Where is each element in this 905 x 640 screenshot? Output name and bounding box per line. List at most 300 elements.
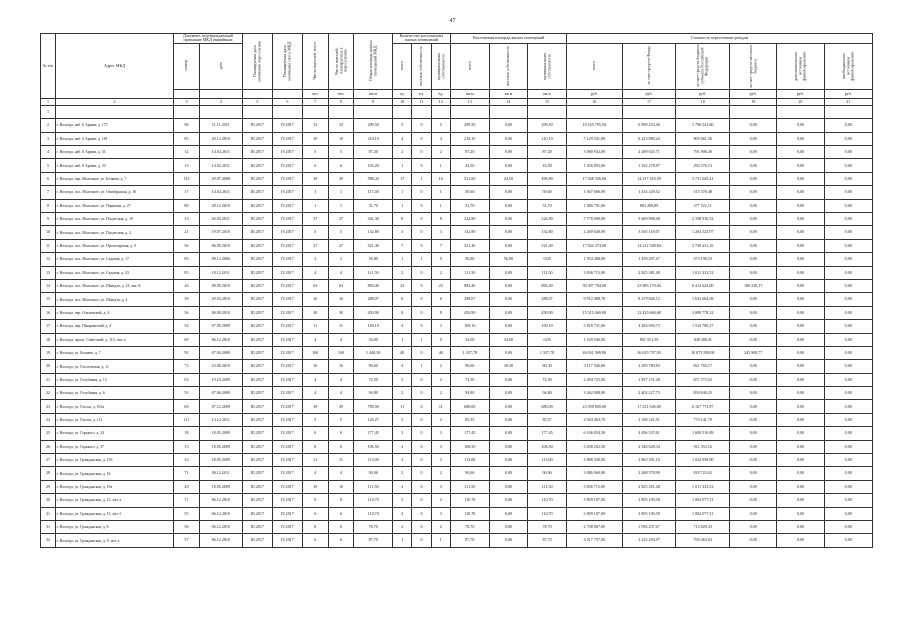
cell-d: 13.12.2011 xyxy=(199,413,242,426)
column-index-cell: 8 xyxy=(328,98,354,105)
cell-lc: 0,00 xyxy=(730,186,777,199)
cell-n: 19 xyxy=(41,346,56,359)
cell-s: IV.2017 xyxy=(272,360,302,373)
cell-no: 17 xyxy=(174,186,200,199)
cell-d xyxy=(199,105,242,118)
cell-ar: 34,00 xyxy=(354,333,393,346)
cell-s1: 1 337,78 xyxy=(450,346,489,359)
cell-s2: 0,00 xyxy=(489,186,528,199)
cell-c3: 2 xyxy=(431,373,450,386)
cell-lc: 0,00 xyxy=(730,320,777,333)
cell-f: 2 863 391,10 xyxy=(622,454,676,467)
cell-x2: 0,00 xyxy=(824,320,872,333)
cell-s3: 177,45 xyxy=(528,427,567,440)
cell-s3: 43,50 xyxy=(528,159,567,172)
cell-c3: 4 xyxy=(431,132,450,145)
cell-ar: 177,45 xyxy=(354,427,393,440)
cell-d: 07.06.2009 xyxy=(199,387,242,400)
cell-a: г. Вологда, ул. Горького, д. 37 xyxy=(56,440,174,453)
cell-x1: 0,00 xyxy=(777,186,824,199)
cell-t: 17 942 374,00 xyxy=(566,239,622,252)
cell-rg: 2 108 910,52 xyxy=(676,213,730,226)
cell-s2: 0,00 xyxy=(489,266,528,279)
cell-a: г. Вологда, наб. 6 Армии, д. 31 xyxy=(56,146,174,159)
cell-r2: 8 xyxy=(328,521,354,534)
cell-d: 07.12.2009 xyxy=(199,400,242,413)
cell-x2: 0,00 xyxy=(824,186,872,199)
cell-p: III.2017 xyxy=(242,159,272,172)
cell-s3: 224,90 xyxy=(528,213,567,226)
cell-d: 19.12.2011 xyxy=(199,266,242,279)
cell-p: III.2017 xyxy=(242,373,272,386)
cell-r2: 4 xyxy=(328,373,354,386)
table-row xyxy=(41,333,873,346)
cell-no: 56 xyxy=(174,239,200,252)
cell-a: г. Вологда, ул. Гражданская, д. 8 xyxy=(56,521,174,534)
cell-t: 3 809 187,00 xyxy=(566,507,622,520)
header-cost-fund: за счет средств Фонда xyxy=(622,43,676,89)
cell-c3: 11 xyxy=(431,400,450,413)
cell-s3: 883,40 xyxy=(528,279,567,292)
header-row-1 xyxy=(41,34,873,44)
cell-no: 83 xyxy=(174,253,200,266)
cell-no: 57 xyxy=(174,534,200,547)
cell-t: 2 494 725,00 xyxy=(566,373,622,386)
table-row xyxy=(41,480,873,493)
cell-s2: 0,00 xyxy=(489,387,528,400)
cell-c1: 3 xyxy=(393,320,412,333)
cell-c2: 0 xyxy=(412,306,431,319)
cell-r1: 5 xyxy=(302,226,328,239)
cell-t: 30 397 794,00 xyxy=(566,279,622,292)
cell-f: 2 805 109,58 xyxy=(622,494,676,507)
cell-p: III.2017 xyxy=(242,346,272,359)
header-area-private: частная собственность xyxy=(489,43,528,89)
cell-t: 3 836 715,00 xyxy=(566,480,622,493)
cell-a: г. Вологда, ул. Гражданская, д. 16 xyxy=(56,467,174,480)
cell-lc: 0,00 xyxy=(730,119,777,132)
cell-no: 85 xyxy=(174,132,200,145)
cell-c2: 0 xyxy=(412,373,431,386)
cell-s1: 177,45 xyxy=(450,427,489,440)
cell-r1: 1 xyxy=(302,186,328,199)
cell-no: 12 xyxy=(174,146,200,159)
cell-c1: 23 xyxy=(393,279,412,292)
cell-ar: 56,80 xyxy=(354,253,393,266)
column-index-cell: 17 xyxy=(622,98,676,105)
cell-s: IV.2017 xyxy=(272,226,302,239)
cell-no: 15 xyxy=(174,440,200,453)
cell-s2: 0,00 xyxy=(489,146,528,159)
cell-rg: 3 729 231,16 xyxy=(676,239,730,252)
cell-s: IV.2017 xyxy=(272,494,302,507)
cell-x1: 0,00 xyxy=(777,132,824,145)
cell-p: III.2017 xyxy=(242,172,272,185)
cell-lc: 0,00 xyxy=(730,226,777,239)
cell-a: г. Вологда, ул. Горького, д. 34 xyxy=(56,427,174,440)
cell-n: 21 xyxy=(41,373,56,386)
cell-s1: 224,90 xyxy=(450,213,489,226)
cell-c3: 3 xyxy=(431,320,450,333)
cell-s2: 0,00 xyxy=(489,373,528,386)
cell-c1: 2 xyxy=(393,467,412,480)
cell-s3 xyxy=(528,105,567,118)
cell-r2: 6 xyxy=(328,534,354,547)
cell-s1: 450,90 xyxy=(450,306,489,319)
unit-cell: чел. xyxy=(302,89,328,98)
cell-r2: 5 xyxy=(328,146,354,159)
cell-no: 89 xyxy=(174,199,200,212)
cell-r2: 16 xyxy=(328,293,354,306)
header-cost-total: всего xyxy=(566,43,622,89)
cell-c1: 5 xyxy=(393,119,412,132)
cell-r1: 160 xyxy=(302,346,328,359)
cell-s: IV.2017 xyxy=(272,119,302,132)
header-num: № п/п xyxy=(41,34,56,99)
cell-ar: 90,06 xyxy=(354,467,393,480)
cell-a: г. Вологда, наб. 6 Армии, д. 173 xyxy=(56,119,174,132)
header-rooms-total: всего xyxy=(393,43,412,89)
cell-c1: 2 xyxy=(393,521,412,534)
cell-n: 13 xyxy=(41,266,56,279)
cell-f: 14 212 548,84 xyxy=(622,239,676,252)
cell-a: г. Вологда, ул. Гражданская, д. 15, лит. а xyxy=(56,494,174,507)
cell-c1: 17 xyxy=(393,172,412,185)
cell-x2: 0,00 xyxy=(824,494,872,507)
cell-x1: 0,00 xyxy=(777,454,824,467)
cell-d: 06.12.2010 xyxy=(199,521,242,534)
cell-x2: 0,00 xyxy=(824,333,872,346)
cell-ar: 288,07 xyxy=(354,293,393,306)
cell-s2: 24,50 xyxy=(489,172,528,185)
cell-c3: 8 xyxy=(431,213,450,226)
cell-lc: 0,00 xyxy=(730,507,777,520)
cell-lc: 0,00 xyxy=(730,521,777,534)
cell-s: IV.2017 xyxy=(272,346,302,359)
cell-p: III.2017 xyxy=(242,387,272,400)
cell-a: г. Вологда, ул. Голубиная, д. 15 xyxy=(56,373,174,386)
cell-x2: 0,00 xyxy=(824,387,872,400)
cell-x2: 0,00 xyxy=(824,293,872,306)
cell-r2: 5 xyxy=(328,413,354,426)
cell-x2: 0,00 xyxy=(824,279,872,292)
cell-s1: 210,10 xyxy=(450,132,489,145)
cell-s2: 34,00 xyxy=(489,333,528,346)
cell-s2: 0,00 xyxy=(489,119,528,132)
cell-s2: 0,00 xyxy=(489,427,528,440)
cell-n: 25 xyxy=(41,427,56,440)
cell-t: 23 398 800,00 xyxy=(566,400,622,413)
unit-cell: руб. xyxy=(824,89,872,98)
cell-x1: 0,00 xyxy=(777,427,824,440)
cell-f: 2 825 381,48 xyxy=(622,266,676,279)
cell-c3: 40 xyxy=(431,346,450,359)
cell-c2: 0 xyxy=(412,387,431,400)
cell-s2: 0,00 xyxy=(489,494,528,507)
cell-c3: 1 xyxy=(431,534,450,547)
cell-r1: 11 xyxy=(302,320,328,333)
column-index-cell: 2 xyxy=(56,98,174,105)
cell-r2: 2 xyxy=(328,253,354,266)
cell-x2: 0,00 xyxy=(824,400,872,413)
cell-n: 23 xyxy=(41,400,56,413)
cell-s1: 34,00 xyxy=(450,333,489,346)
header-doc: Документ, подтверждающий признание МКД аварийным xyxy=(174,34,243,44)
cell-f: 2 295 780,83 xyxy=(622,360,676,373)
table-row xyxy=(41,279,873,292)
cell-f: 2 805 109,58 xyxy=(622,507,676,520)
cell-s3: 90,06 xyxy=(528,467,567,480)
cell-x2: 0,00 xyxy=(824,132,872,145)
cell-s: IV.2017 xyxy=(272,467,302,480)
cell-ar: 103,20 xyxy=(354,159,393,172)
cell-s1: 111,50 xyxy=(450,480,489,493)
table-row xyxy=(41,440,873,453)
cell-d: 09.09.2010 xyxy=(199,279,242,292)
cell-ar: 113,00 xyxy=(354,454,393,467)
cell-x1: 0,00 xyxy=(777,306,824,319)
cell-ar: 90,60 xyxy=(354,360,393,373)
column-index-cell: 21 xyxy=(824,98,872,105)
table-row xyxy=(41,159,873,172)
cell-r1 xyxy=(302,105,328,118)
cell-c3: 2 xyxy=(431,146,450,159)
unit-cell xyxy=(272,89,302,98)
cell-r1: 6 xyxy=(302,427,328,440)
cell-r1: 4 xyxy=(302,266,328,279)
cell-s: IV.2017 xyxy=(272,507,302,520)
cell-lc: 100 238,17 xyxy=(730,279,777,292)
cell-c2: 0 xyxy=(412,454,431,467)
cell-p: III.2017 xyxy=(242,213,272,226)
cell-x1: 0,00 xyxy=(777,199,824,212)
cell-c2: 0 xyxy=(412,213,431,226)
cell-c3: 2 xyxy=(431,266,450,279)
cell-lc: 0,00 xyxy=(730,213,777,226)
cell-r1: 4 xyxy=(302,387,328,400)
cell-c1: 2 xyxy=(393,266,412,279)
cell-c1: 11 xyxy=(393,400,412,413)
cell-x1: 0,00 xyxy=(777,521,824,534)
cell-x1: 0,00 xyxy=(777,346,824,359)
cell-c2: 0 xyxy=(412,293,431,306)
cell-p: III.2017 xyxy=(242,440,272,453)
cell-r1: 4 xyxy=(302,467,328,480)
cell-no: 111 xyxy=(174,413,200,426)
cell-s: IV.2017 xyxy=(272,172,302,185)
cell-d: 14.02.2011 xyxy=(199,146,242,159)
cell-t: 7 129 541,80 xyxy=(566,132,622,145)
cell-d: 20.12.2010 xyxy=(199,132,242,145)
cell-d: 06.09.2010 xyxy=(199,306,242,319)
cell-rg: 905 661,56 xyxy=(676,132,730,145)
cell-lc: 0,00 xyxy=(730,454,777,467)
cell-f: 3 365 118,07 xyxy=(622,226,676,239)
cell-r2: 1 xyxy=(328,186,354,199)
cell-r2: 16 xyxy=(328,360,354,373)
cell-s1: 106,50 xyxy=(450,440,489,453)
cell-n: 26 xyxy=(41,440,56,453)
cell-s1: 90,60 xyxy=(450,360,489,373)
cell-d: 07.09.2009 xyxy=(199,320,242,333)
table-row xyxy=(41,467,873,480)
cell-r1: 4 xyxy=(302,373,328,386)
cell-lc xyxy=(730,105,777,118)
header-rooms-private: частная собственность xyxy=(412,43,431,89)
cell-x2: 0,00 xyxy=(824,253,872,266)
cell-lc: 0,00 xyxy=(730,159,777,172)
cell-s2: 0,00 xyxy=(489,320,528,333)
cell-r1: 8 xyxy=(302,440,328,453)
cell-c2: 0 xyxy=(412,507,431,520)
cell-x2: 0,00 xyxy=(824,427,872,440)
cell-t: 1 947 606,00 xyxy=(566,186,622,199)
cell-f: 1 837 151,48 xyxy=(622,373,676,386)
cell-s3: 0,00 xyxy=(528,333,567,346)
cell-c2: 0 xyxy=(412,199,431,212)
unit-cell: кв.м xyxy=(528,89,567,98)
cell-p: III.2017 xyxy=(242,507,272,520)
cell-r2: 63 xyxy=(328,279,354,292)
cell-ar: 588,43 xyxy=(354,172,393,185)
cell-rg: 657 573,52 xyxy=(676,373,730,386)
cell-s2: 0,00 xyxy=(489,239,528,252)
cell-no: 33 xyxy=(174,454,200,467)
cell-x1: 0,00 xyxy=(777,119,824,132)
cell-rg xyxy=(676,105,730,118)
cell-p: III.2017 xyxy=(242,454,272,467)
cell-r1: 11 xyxy=(302,454,328,467)
cell-ar: 521,40 xyxy=(354,239,393,252)
cell-x1: 0,00 xyxy=(777,507,824,520)
cell-t: 1 169 940,00 xyxy=(566,333,622,346)
cell-r2 xyxy=(328,105,354,118)
column-index-cell: 3 xyxy=(174,98,200,105)
cell-s2: 0,00 xyxy=(489,521,528,534)
header-residents-planned: Число жителей, планируемых к переселению xyxy=(328,34,354,90)
cell-no: 85 xyxy=(174,266,200,279)
cell-s: IV.2017 xyxy=(272,534,302,547)
cell-s2: 0,00 xyxy=(489,213,528,226)
cell-ar: 169,10 xyxy=(354,320,393,333)
cell-c2: 0 xyxy=(412,159,431,172)
cell-a: г. Вологда, ул. Гоголя, д. 103а xyxy=(56,400,174,413)
cell-c2: 1 xyxy=(412,253,431,266)
cell-f: 1 434 229,52 xyxy=(622,186,676,199)
cell-r1: 30 xyxy=(302,306,328,319)
cell-s: IV.2017 xyxy=(272,521,302,534)
header-area-total: Общая площадь жилых помещений МКД xyxy=(354,34,393,90)
cell-s3: 288,07 xyxy=(528,293,567,306)
cell-f: 2 222 293,97 xyxy=(622,534,676,547)
cell-s: IV.2017 xyxy=(272,320,302,333)
table-row xyxy=(41,119,873,132)
cell-x1: 0,00 xyxy=(777,387,824,400)
header-area-all: всего xyxy=(450,43,489,89)
cell-t: 17 948 356,00 xyxy=(566,172,622,185)
table-row xyxy=(41,105,873,118)
cell-s2: 0,00 xyxy=(489,279,528,292)
cell-r2: 27 xyxy=(328,239,354,252)
cell-n: 27 xyxy=(41,454,56,467)
cell-r1: 10 xyxy=(302,132,328,145)
header-doc-number: номер xyxy=(174,43,200,89)
unit-cell: кв.м xyxy=(489,89,528,98)
cell-f: 803 269,89 xyxy=(622,199,676,212)
cell-c1: 1 xyxy=(393,333,412,346)
cell-s3: 85,57 xyxy=(528,413,567,426)
cell-ar: 110,70 xyxy=(354,494,393,507)
cell-a: г. Вологда, пос. Молочное, ул. Октябрьская, д. 16 xyxy=(56,186,174,199)
cell-f: 2 546 649,34 xyxy=(622,440,676,453)
table-row xyxy=(41,427,873,440)
table-row xyxy=(41,146,873,159)
cell-t: 1 456 855,00 xyxy=(566,159,622,172)
table-row xyxy=(41,266,873,279)
cell-c1: 1 xyxy=(393,186,412,199)
cell-ar: 87,20 xyxy=(354,146,393,159)
cell-r2: 8 xyxy=(328,440,354,453)
cell-no: 96 xyxy=(174,119,200,132)
cell-x1: 0,00 xyxy=(777,333,824,346)
cell-f: 4 496 537,61 xyxy=(622,427,676,440)
cell-lc: 0,00 xyxy=(730,293,777,306)
cell-n: 1 xyxy=(41,105,56,118)
cell-s3: 78,70 xyxy=(528,521,567,534)
cell-s3: 31,70 xyxy=(528,199,567,212)
cell-rg: 791 906,30 xyxy=(676,146,730,159)
cell-s3: 110,70 xyxy=(528,507,567,520)
cell-lc: 0,00 xyxy=(730,239,777,252)
cell-f: 6 223 880,24 xyxy=(622,132,676,145)
column-index-cell: 19 xyxy=(730,98,777,105)
cell-c1: 3 xyxy=(393,427,412,440)
cell-d: 11.11.2011 xyxy=(199,119,242,132)
cell-s3: 111,50 xyxy=(528,480,567,493)
cell-x2 xyxy=(824,105,872,118)
cell-s2: 0,00 xyxy=(489,159,528,172)
cell-rg: 1 632 662,58 xyxy=(676,293,730,306)
cell-x1: 0,00 xyxy=(777,239,824,252)
cell-ar: 31,70 xyxy=(354,199,393,212)
cell-n: 3 xyxy=(41,132,56,145)
unit-cell xyxy=(174,89,200,98)
cell-rg: 10 073 598,00 xyxy=(676,346,730,359)
table-row xyxy=(41,306,873,319)
cell-r2: 6 xyxy=(328,507,354,520)
cell-c3: 8 xyxy=(431,306,450,319)
cell-r2: 160 xyxy=(328,346,354,359)
cell-no: 69 xyxy=(174,333,200,346)
cell-d: 02.03.2011 xyxy=(199,213,242,226)
cell-s2: 0,00 xyxy=(489,467,528,480)
cell-c3: 6 xyxy=(431,293,450,306)
cell-s1: 87,20 xyxy=(450,146,489,159)
cell-x2: 0,00 xyxy=(824,306,872,319)
cell-no: 71 xyxy=(174,494,200,507)
cell-s1: 90,06 xyxy=(450,467,489,480)
cell-lc: 0,00 xyxy=(730,132,777,145)
cell-ar xyxy=(354,105,393,118)
cell-r2: 4 xyxy=(328,467,354,480)
cell-n: 22 xyxy=(41,387,56,400)
cell-n: 7 xyxy=(41,186,56,199)
cell-x1: 0,00 xyxy=(777,360,824,373)
cell-r1: 6 xyxy=(302,507,328,520)
cell-r1: 5 xyxy=(302,413,328,426)
cell-s: IV.2017 xyxy=(272,387,302,400)
unit-cell: руб. xyxy=(730,89,777,98)
